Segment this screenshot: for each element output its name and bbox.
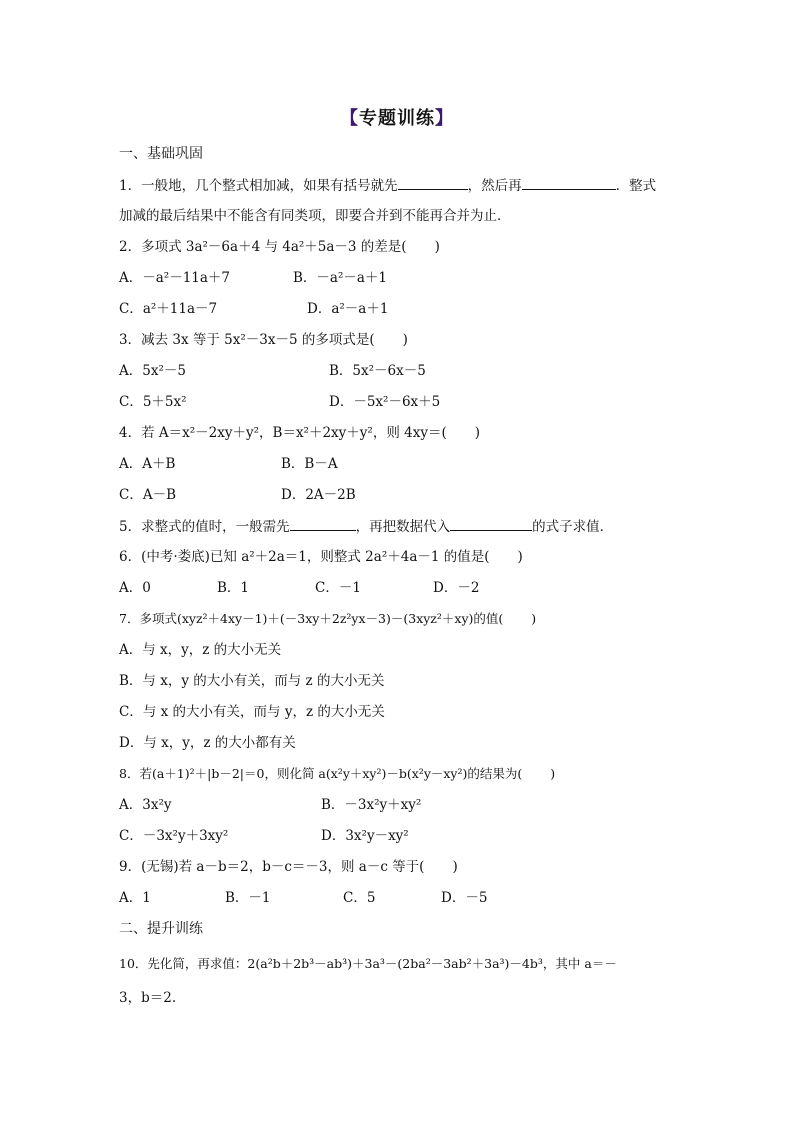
question-10-line-1: 10．先化简，再求值：2(a²b＋2b³－ab³)＋3a³－(2ba²－3ab²＋3a³)－4b³，其中 a＝－: [119, 956, 617, 971]
title-bracket-left: 【: [340, 108, 359, 129]
question-4-stem: 4．若 A＝x²－2xy＋y²，B＝x²＋2xy＋y²，则 4xy＝( ): [119, 425, 481, 441]
option-c[interactable]: C．5＋5x²: [119, 394, 187, 410]
question-6-stem: 6．(中考·娄底)已知 a²＋2a＝1，则整式 2a²＋4a－1 的值是( ): [119, 549, 523, 565]
question-3-stem: 3．减去 3x 等于 5x²－3x－5 的多项式是( ): [119, 332, 408, 348]
option-b[interactable]: B．－3x²y＋xy²: [321, 797, 422, 813]
question-6-options: [119, 578, 675, 609]
question-8-stem: 8．若(a＋1)²＋|b－2|＝0，则化简 a(x²y＋xy²)－b(x²y－xy²)的结果为( ): [119, 766, 556, 781]
question-list: [119, 144, 675, 1019]
option-a[interactable]: A．5x²－5: [119, 363, 186, 379]
option-b[interactable]: B．－a²－a＋1: [293, 270, 388, 286]
option-b[interactable]: B．与 x，y 的大小有关，而与 z 的大小无关: [119, 673, 385, 689]
option-a[interactable]: A．0: [119, 580, 151, 596]
option-d[interactable]: D．与 x，y，z 的大小都有关: [119, 735, 296, 751]
question-4-options-row-1: [119, 454, 675, 485]
option-c[interactable]: C．A－B: [119, 487, 176, 503]
fill-blank[interactable]: [398, 175, 468, 190]
question-1-line-2: 加减的最后结果中不能含有同类项，即要合并到不能再合并为止．: [119, 208, 511, 224]
question-2-stem: 2．多项式 3a²－6a＋4 与 4a²＋5a－3 的差是( ): [119, 239, 440, 255]
question-2-options-row-2: [119, 299, 675, 330]
fill-blank[interactable]: [450, 516, 532, 531]
option-d[interactable]: D．2A－2B: [281, 487, 356, 503]
question-8-options-row-1: [119, 795, 675, 826]
question-3-options-row-2: [119, 392, 675, 423]
option-b[interactable]: B．5x²－6x－5: [329, 363, 426, 379]
question-9-stem: 9．(无锡)若 a－b＝2，b－c＝－3，则 a－c 等于( ): [119, 859, 458, 875]
question-5: 5．求整式的值时，一般需先 ，再把数据代入 的式子求值．: [119, 516, 675, 547]
section-heading-basic: 一、基础巩固: [119, 146, 203, 162]
option-a[interactable]: A．3x²y: [119, 797, 172, 813]
option-b[interactable]: B．1: [217, 580, 250, 596]
section-heading-advanced: 二、提升训练: [119, 921, 203, 937]
question-3-options-row-1: [119, 361, 675, 392]
question-2-options-row-1: [119, 268, 675, 299]
option-d[interactable]: D．－5: [441, 890, 488, 906]
option-c[interactable]: C．与 x 的大小有关，而与 y，z 的大小无关: [119, 704, 385, 720]
option-b[interactable]: B．－1: [225, 890, 271, 906]
option-c[interactable]: C．－1: [315, 580, 361, 596]
option-d[interactable]: D．3x²y－xy²: [321, 828, 409, 844]
option-c[interactable]: C．5: [343, 890, 376, 906]
option-a[interactable]: A．与 x，y，z 的大小无关: [119, 642, 282, 658]
title-bracket-right: 】: [435, 108, 454, 129]
title-text: 专题训练: [359, 108, 435, 129]
question-8-options-row-2: [119, 826, 675, 857]
option-d[interactable]: D．a²－a＋1: [307, 301, 389, 317]
option-c[interactable]: C．－3x²y＋3xy²: [119, 828, 229, 844]
option-a[interactable]: A．1: [119, 890, 151, 906]
option-a[interactable]: A．A＋B: [119, 456, 176, 472]
option-d[interactable]: D．－2: [433, 580, 480, 596]
fill-blank[interactable]: [290, 516, 356, 531]
option-d[interactable]: D．－5x²－6x＋5: [329, 394, 441, 410]
option-a[interactable]: A．－a²－11a＋7: [119, 270, 231, 286]
question-9-options: [119, 888, 675, 919]
option-c[interactable]: C．a²＋11a－7: [119, 301, 218, 317]
page-title: [0, 104, 794, 130]
fill-blank[interactable]: [522, 175, 616, 190]
question-1-line-1: 1．一般地，几个整式相加减，如果有括号就先 ，然后再 ．整式: [119, 175, 675, 206]
question-4-options-row-2: [119, 485, 675, 516]
option-b[interactable]: B．B－A: [281, 456, 338, 472]
question-7-stem: 7．多项式(xyz²＋4xy－1)＋(－3xy＋2z²yx－3)－(3xyz²＋xy)的值( ): [119, 611, 537, 626]
question-10-line-2: 3，b＝2.: [119, 990, 177, 1006]
